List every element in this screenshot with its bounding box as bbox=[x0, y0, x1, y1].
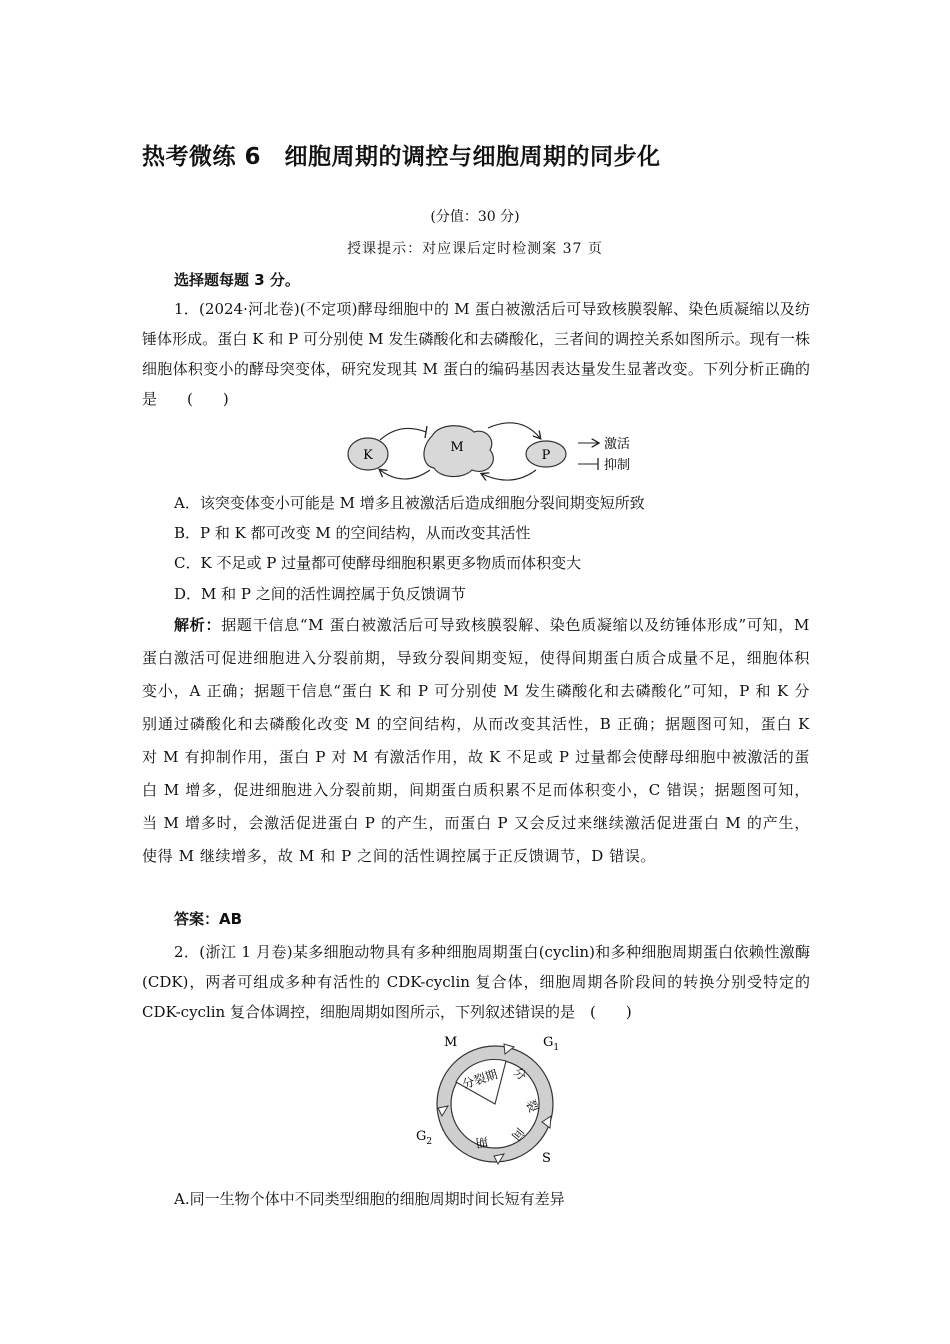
q1-option-a: A．该突变体变小可能是 M 增多且被激活后造成细胞分裂间期变短所致 bbox=[174, 494, 645, 512]
label-g1: $G_1$ bbox=[543, 1035, 560, 1053]
ring-char-2: 裂 bbox=[523, 1097, 541, 1115]
sector-label: 分裂期 bbox=[460, 1067, 500, 1092]
q2-cell-cycle-figure bbox=[410, 1030, 580, 1170]
analysis-text: 据题干信息“M 蛋白被激活后可导致核膜裂解、染色质凝缩以及纺锤体形成”可知，M 蛋白激活可促进细胞进入分裂前期，导致分裂间期变短，使得间期蛋白质合成量不足，细胞体积变小，A 正确；据题干信息“蛋白 K 和 P 可分别使 M 发生磷酸化和去磷酸化”可知，P 和 K 分别通过磷酸化和去磷酸化改变 M 的空间结构，从而改变其活性，B 正确；据题图可知，蛋白 K 对 M 有抑制作用，蛋白 P 对 M 有激活作用，故 K 不足或 P 过量都会使酵母细胞中被激活的蛋白 M 增多，促进细胞进入分裂前期，间期蛋白质积累不足而体积变小，C 错误；据题图可知，当 M 增多时，会激活促进蛋白 P 的产生，而蛋白 P 又会反过来继续激活促进蛋白 M 的产生，使得 M 继续增多，故 M 和 P 之间的活性调控属于正反馈调节，D 错误。 bbox=[142, 616, 810, 865]
arrow-k-inhibits-m bbox=[380, 428, 426, 440]
ring-char-3: 间 bbox=[508, 1124, 528, 1144]
q1-option-d: D．M 和 P 之间的活性调控属于负反馈调节 bbox=[174, 585, 466, 603]
node-k-label: K bbox=[363, 448, 373, 463]
ring-char-1: 分 bbox=[510, 1064, 530, 1084]
q1-option-c: C．K 不足或 P 过量都可使酵母细胞积累更多物质而体积变大 bbox=[174, 554, 582, 572]
label-m: M bbox=[444, 1035, 458, 1050]
q2-stem: 2．(浙江 1 月卷)某多细胞动物具有多种细胞周期蛋白(cyclin)和多种细胞周期蛋白依赖性激酶(CDK)，两者可组成多种有活性的 CDK-cyclin 复合体，细胞周期各阶段间的转换分别受特定的 CDK-cyclin 复合体调控，细胞周期如图所示，下列叙述错误的是 ( ) bbox=[142, 943, 810, 1021]
q1-stem: 1．(2024·河北卷)(不定项)酵母细胞中的 M 蛋白被激活后可导致核膜裂解、染色质凝缩以及纺锤体形成。蛋白 K 和 P 可分别使 M 发生磷酸化和去磷酸化，三者间的调控关系如图所示。现有一株细胞体积变小的酵母突变体，研究发现其 M 蛋白的编码基因表达量发生显著改变。下列分析正确的是 ( ) bbox=[142, 300, 810, 408]
label-s: S bbox=[542, 1151, 551, 1166]
node-m-label: M bbox=[450, 440, 464, 455]
arrow-m-activates-p bbox=[488, 423, 540, 438]
q1-regulation-figure bbox=[340, 418, 650, 492]
arrow-m-activates-k bbox=[380, 470, 430, 479]
legend-activate-label: 激活 bbox=[604, 437, 631, 452]
q1-analysis bbox=[142, 609, 810, 873]
label-g2: $G_2$ bbox=[416, 1129, 433, 1147]
analysis-label: 解析： bbox=[174, 616, 222, 634]
section-note: 选择题每题 3 分。 bbox=[174, 271, 300, 289]
arrow-p-activates-m bbox=[482, 470, 536, 480]
ring-char-4: 期 bbox=[474, 1134, 490, 1150]
score-note: (分值：30 分) bbox=[430, 209, 520, 225]
q1-answer: 答案：AB bbox=[174, 910, 243, 928]
page-title: 热考微练 6 细胞周期的调控与细胞周期的同步化 bbox=[142, 144, 661, 170]
legend-inhibit-label: 抑制 bbox=[604, 458, 631, 473]
q2-option-a: A.同一生物个体中不同类型细胞的细胞周期时间长短有差异 bbox=[174, 1190, 565, 1208]
node-p-label: P bbox=[541, 448, 551, 463]
teaching-hint: 授课提示：对应课后定时检测案 37 页 bbox=[347, 241, 603, 257]
q1-option-b: B．P 和 K 都可改变 M 的空间结构，从而改变其活性 bbox=[174, 524, 531, 542]
